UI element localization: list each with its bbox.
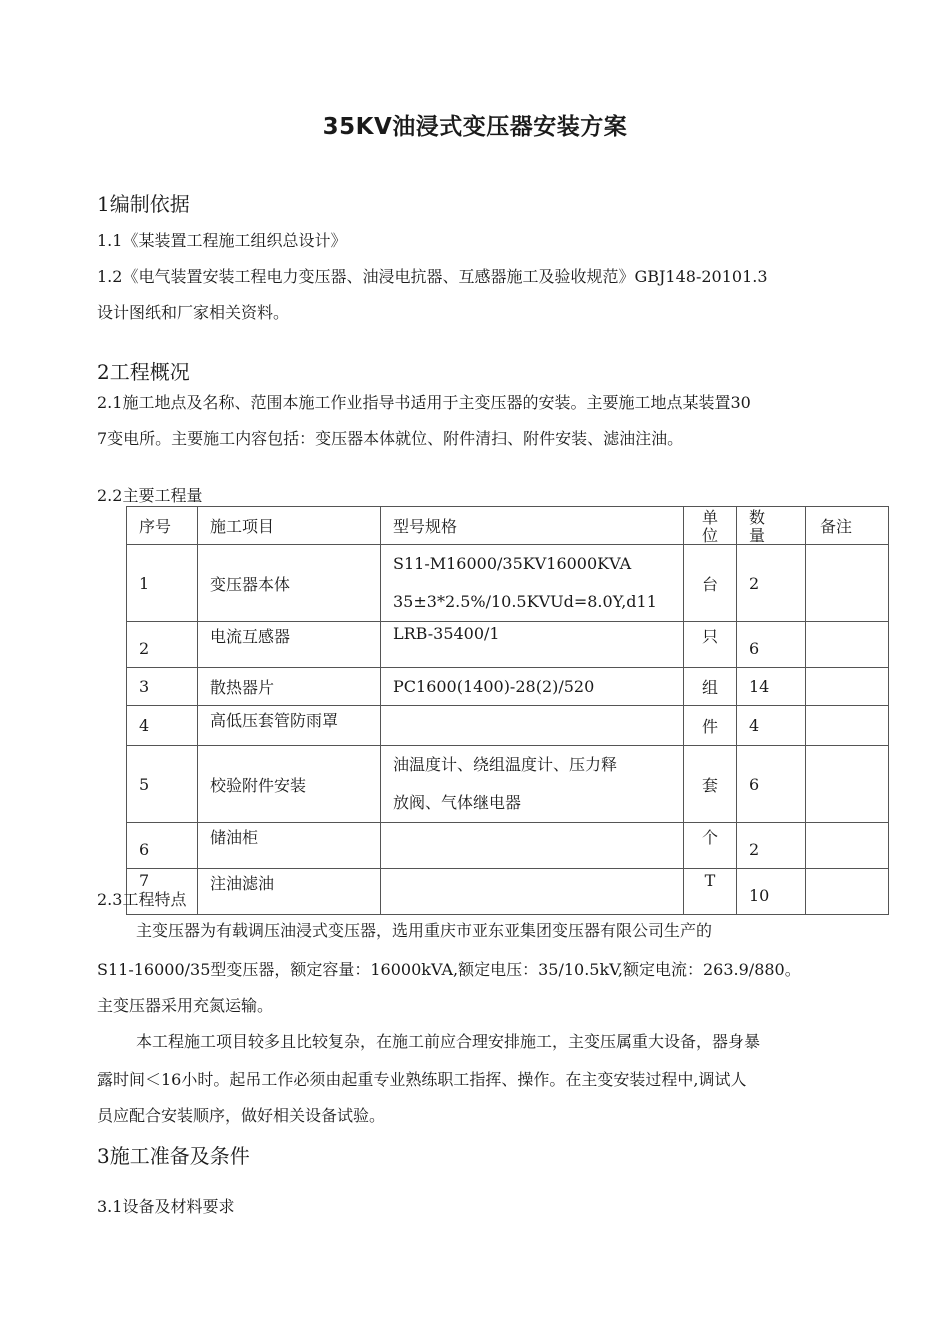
cell-item: 电流互感器 [198,622,381,668]
section-2-3-para1-line2: S11-16000/35型变压器，额定容量：16000kVA,额定电压：35/10.5kV,额定电流：263.9/880。 [97,960,801,979]
cell-qty: 2 [737,823,806,869]
cell-item: 变压器本体 [198,545,381,622]
cell-no: 2 [127,622,198,668]
cell-note [806,706,889,746]
header-no: 序号 [127,507,198,545]
cell-unit: 个 [684,823,737,869]
cell-note [806,746,889,823]
section-1-heading: 1编制依据 [97,192,190,216]
table-caption: 2.2主要工程量 [97,486,203,505]
cell-note [806,622,889,668]
section-3-heading: 3施工准备及条件 [97,1144,250,1168]
cell-no: 3 [127,668,198,706]
cell-spec: 油温度计、绕组温度计、压力释 放阀、气体继电器 [381,746,684,823]
section-2-1-line1: 2.1施工地点及名称、范围本施工作业指导书适用于主变压器的安装。主要施工地点某装置30 [97,393,751,412]
cell-qty: 14 [737,668,806,706]
document-title: 35KV油浸式变压器安装方案 [322,114,628,140]
reference-1-1: 1.1《某装置工程施工组织总设计》 [97,231,347,250]
cell-spec [381,706,684,746]
cell-unit: 只 [684,622,737,668]
cell-spec [381,869,684,915]
cell-note [806,668,889,706]
cell-item: 高低压套管防雨罩 [198,706,381,746]
cell-item: 散热器片 [198,668,381,706]
table-row [127,668,889,706]
reference-1-2: 1.2《电气装置安装工程电力变压器、油浸电抗器、互感器施工及验收规范》GBJ148-20101.3 [97,267,768,286]
cell-unit: 台 [684,545,737,622]
section-2-3-para2-line3: 员应配合安装顺序，做好相关设备试验。 [97,1106,386,1125]
cell-item: 注油滤油 [198,869,381,915]
cell-no: 1 [127,545,198,622]
cell-qty: 2 [737,545,806,622]
cell-spec [381,823,684,869]
cell-unit: T [684,869,737,915]
table-header-row [127,507,889,545]
cell-item: 储油柜 [198,823,381,869]
cell-qty: 4 [737,706,806,746]
section-3-1-heading: 3.1设备及材料要求 [97,1197,235,1216]
table-row [127,545,889,622]
cell-unit: 组 [684,668,737,706]
table-row [127,746,889,823]
cell-no: 4 [127,706,198,746]
header-item: 施工项目 [198,507,381,545]
section-2-3-para2-line1: 本工程施工项目较多且比较复杂，在施工前应合理安排施工，主变压属重大设备，器身暴 [136,1032,761,1051]
table-row [127,706,889,746]
cell-no: 7 [127,869,198,915]
cell-no: 6 [127,823,198,869]
cell-no: 5 [127,746,198,823]
cell-spec: PC1600(1400)-28(2)/520 [381,668,684,706]
cell-note [806,823,889,869]
reference-1-3: 设计图纸和厂家相关资料。 [97,303,290,322]
cell-qty: 6 [737,622,806,668]
table-row [127,622,889,668]
header-note: 备注 [806,507,889,545]
cell-spec: S11-M16000/35KV16000KVA 35±3*2.5%/10.5KVUd=8.0Y,d11 [381,545,684,622]
cell-spec: LRB-35400/1 [381,622,684,668]
cell-unit: 套 [684,746,737,823]
section-2-3-para2-line2: 露时间＜16小时。起吊工作必须由起重专业熟练职工指挥、操作。在主变安装过程中,调试人 [97,1070,747,1089]
section-2-3-para1-line1: 主变压器为有载调压油浸式变压器，选用重庆市亚东亚集团变压器有限公司生产的 [136,921,713,940]
table-row [127,823,889,869]
section-2-1-line2: 7变电所。主要施工内容包括：变压器本体就位、附件清扫、附件安装、滤油注油。 [97,429,684,448]
cell-qty: 10 [737,869,806,915]
header-spec: 型号规格 [381,507,684,545]
work-quantity-table [126,506,889,915]
cell-item: 校验附件安装 [198,746,381,823]
cell-qty: 6 [737,746,806,823]
section-2-3-heading: 2.3工程特点 [97,890,187,909]
cell-note [806,869,889,915]
section-2-heading: 2工程概况 [97,360,190,384]
section-2-3-para1-line3: 主变压器采用充氮运输。 [97,996,274,1015]
header-qty: 数量 [737,507,806,545]
header-unit: 单位 [684,507,737,545]
cell-note [806,545,889,622]
table-row [127,869,889,915]
cell-unit: 件 [684,706,737,746]
